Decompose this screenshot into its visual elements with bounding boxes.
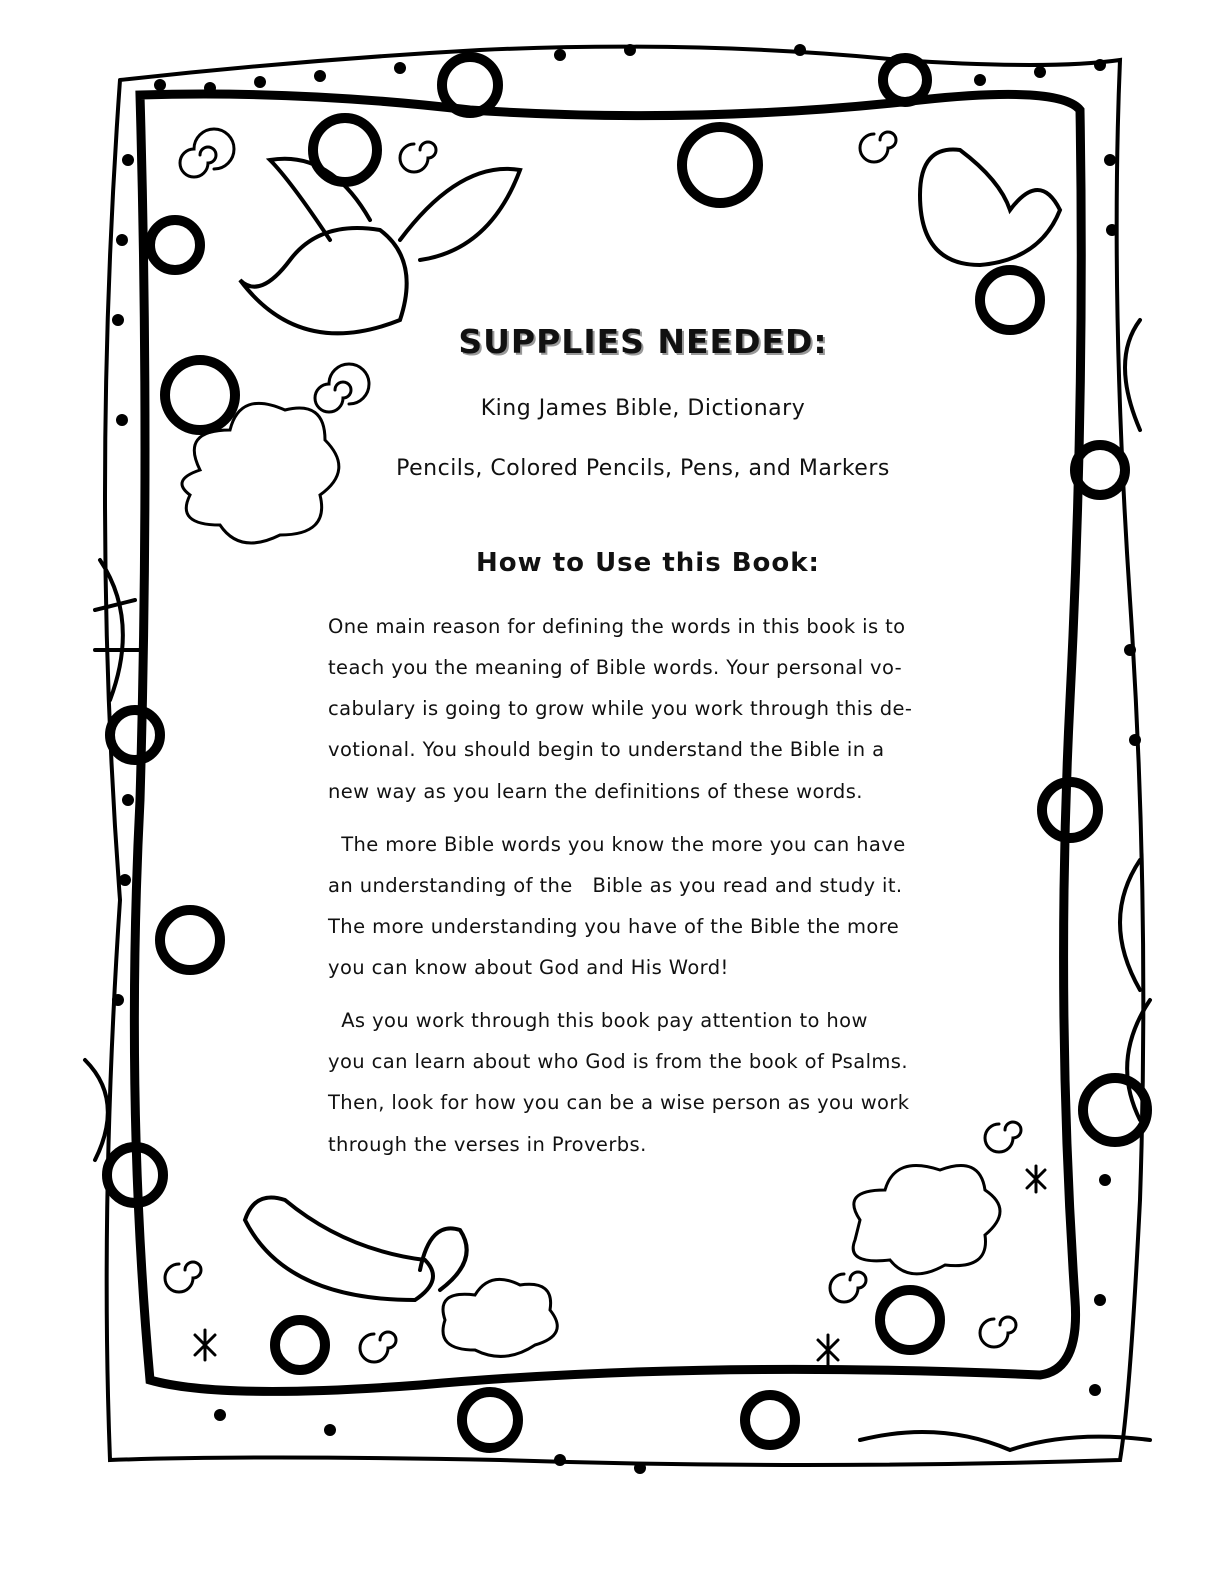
- body-line: votional. You should begin to understand the Bible in a: [328, 738, 885, 761]
- body-line: As you work through this book pay attention to how: [328, 1009, 868, 1032]
- body-line: The more Bible words you know the more you can have: [328, 833, 906, 856]
- body-line: you can learn about who God is from the book of Psalms.: [328, 1050, 908, 1073]
- supplies-line: Pencils, Colored Pencils, Pens, and Markers: [396, 456, 890, 481]
- body-line: you can know about God and His Word!: [328, 956, 729, 979]
- body-line: new way as you learn the definitions of these words.: [328, 780, 863, 803]
- supplies-title: SUPPLIES NEEDED:: [458, 322, 828, 361]
- body-line: Then, look for how you can be a wise person as you work: [328, 1091, 910, 1114]
- body-line: The more understanding you have of the Bible the more: [328, 915, 900, 938]
- body-line: teach you the meaning of Bible words. Your personal vo-: [328, 656, 903, 679]
- body-line: One main reason for defining the words in this book is to: [328, 615, 906, 638]
- supplies-line: King James Bible, Dictionary: [480, 396, 806, 421]
- how-to-heading: How to Use this Book:: [476, 548, 820, 578]
- body-line: cabulary is going to grow while you work through this de-: [328, 697, 913, 720]
- body-line: through the verses in Proverbs.: [328, 1133, 647, 1156]
- body-line: an understanding of the Bible as you read and study it.: [328, 874, 903, 897]
